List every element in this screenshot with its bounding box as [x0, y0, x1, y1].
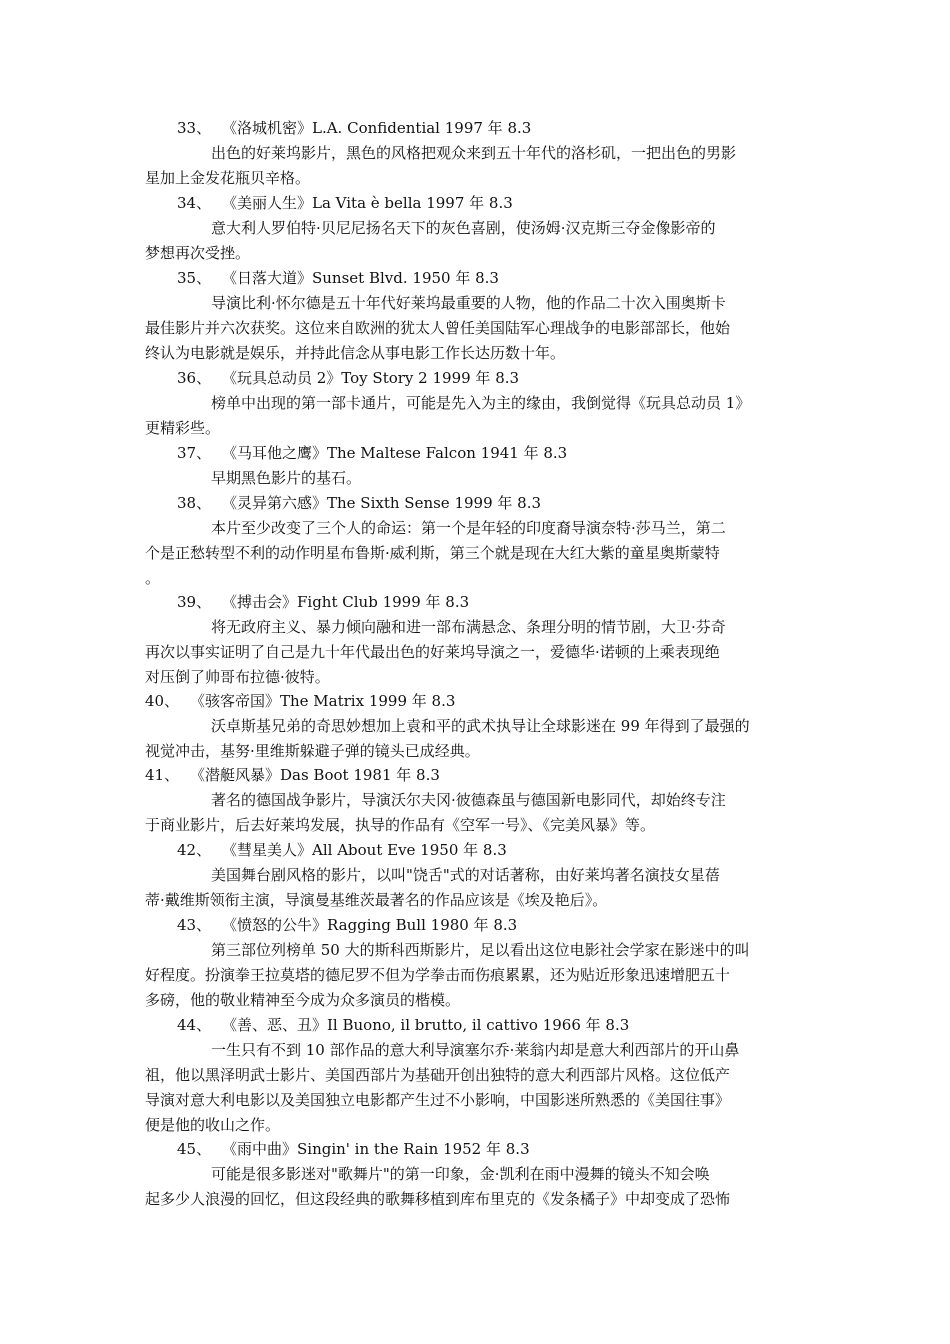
entry-heading: [145, 689, 805, 714]
entry-text-line: 出色的好莱坞影片，黑色的风格把观众来到五十年代的洛杉矶，一把出色的男影: [211, 144, 737, 162]
entry-text-line: 便是他的收山之作。: [145, 1116, 281, 1134]
entry-heading: [145, 366, 805, 391]
entry-text-line: 起多少人浪漫的回忆，但这段经典的歌舞移植到库布里克的《发条橘子》中却变成了恐怖: [145, 1190, 731, 1208]
entry-text-line: 可能是很多影迷对"歌舞片"的第一印象，金·凯利在雨中漫舞的镜头不知会唤: [211, 1165, 710, 1183]
entry-text-line: 早期黑色影片的基石。: [211, 469, 362, 487]
film-entry-38: [145, 491, 805, 591]
entry-text-line: 导演对意大利电影以及美国独立电影都产生过不小影响，中国影迷所熟悉的《美国往事》: [145, 1091, 731, 1109]
entry-text-line: 本片至少改变了三个人的命运：第一个是年轻的印度裔导演奈特·莎马兰，第二: [211, 519, 726, 537]
film-entry-42: [145, 838, 805, 913]
entry-text-line: 。: [145, 569, 161, 587]
entry-text-line: 终认为电影就是娱乐，并持此信念从事电影工作长达历数十年。: [145, 344, 566, 362]
entry-number: 42、: [177, 841, 212, 859]
entry-text-line: 著名的德国战争影片，导演沃尔夫冈·彼德森虽与德国新电影同代，却始终专注: [211, 791, 726, 809]
entry-number: 40、: [145, 692, 180, 710]
entry-title: 《马耳他之鹰》The Maltese Falcon 1941 年 8.3: [222, 444, 568, 462]
entry-heading: [145, 838, 805, 863]
entry-heading: [145, 266, 805, 291]
entry-text-line: 个是正愁转型不利的动作明星布鲁斯·威利斯，第三个就是现在大红大紫的童星奥斯蒙特: [145, 544, 720, 562]
film-entry-34: [145, 191, 805, 266]
entry-text-line: 将无政府主义、暴力倾向融和进一部布满悬念、条理分明的情节剧，大卫·芬奇: [211, 618, 726, 636]
entry-number: 34、: [177, 194, 212, 212]
entry-text-line: 导演比利·怀尔德是五十年代好莱坞最重要的人物，他的作品二十次入围奥斯卡: [211, 294, 726, 312]
entry-heading: [145, 1013, 805, 1038]
entry-heading: [145, 1137, 805, 1162]
entry-title: 《善、恶、丑》Il Buono, il brutto, il cattivo 1966 年 8.3: [222, 1016, 630, 1034]
entry-title: 《骇客帝国》The Matrix 1999 年 8.3: [190, 692, 456, 710]
entry-text-line: 更精彩些。: [145, 419, 221, 437]
entry-text-line: 视觉冲击，基努·里维斯躲避子弹的镜头已成经典。: [145, 742, 480, 760]
entry-text-line: 第三部位列榜单 50 大的斯科西斯影片，足以看出这位电影社会学家在影迷中的叫: [211, 941, 750, 959]
entry-text-line: 星加上金发花瓶贝辛格。: [145, 169, 311, 187]
entry-number: 43、: [177, 916, 212, 934]
entry-number: 35、: [177, 269, 212, 287]
entry-title: 《玩具总动员 2》Toy Story 2 1999 年 8.3: [222, 369, 520, 387]
entry-text-line: 对压倒了帅哥布拉德·彼特。: [145, 668, 330, 686]
entry-title: 《彗星美人》All About Eve 1950 年 8.3: [222, 841, 507, 859]
entry-text-line: 梦想再次受挫。: [145, 244, 251, 262]
entry-heading: [145, 913, 805, 938]
entry-heading: [145, 590, 805, 615]
film-entry-39: [145, 590, 805, 690]
film-entry-36: [145, 366, 805, 441]
entry-text-line: 美国舞台剧风格的影片，以叫"饶舌"式的对话著称，由好莱坞著名演技女星蓓: [211, 866, 720, 884]
entry-heading: [145, 763, 805, 788]
entry-heading: [145, 491, 805, 516]
entry-text-line: 沃卓斯基兄弟的奇思妙想加上袁和平的武术执导让全球影迷在 99 年得到了最强的: [211, 717, 750, 735]
entry-text-line: 多磅，他的敬业精神至今成为众多演员的楷模。: [145, 991, 461, 1009]
entry-text-line: 榜单中出现的第一部卡通片，可能是先入为主的缘由，我倒觉得《玩具总动员 1》: [211, 394, 751, 412]
entry-text-line: 意大利人罗伯特·贝尼尼扬名天下的灰色喜剧，使汤姆·汉克斯三夺金像影帝的: [211, 219, 716, 237]
film-entry-43: [145, 913, 805, 1013]
entry-number: 41、: [145, 766, 180, 784]
entry-text-line: 蒂·戴维斯领衔主演，导演曼基维茨最著名的作品应该是《埃及艳后》。: [145, 891, 608, 909]
entry-title: 《洛城机密》L.A. Confidential 1997 年 8.3: [222, 119, 532, 137]
entry-title: 《雨中曲》Singin' in the Rain 1952 年 8.3: [222, 1140, 530, 1158]
film-entry-37: [145, 441, 805, 491]
entry-heading: [145, 191, 805, 216]
entry-number: 45、: [177, 1140, 212, 1158]
entry-title: 《日落大道》Sunset Blvd. 1950 年 8.3: [222, 269, 499, 287]
entry-title: 《愤怒的公牛》Ragging Bull 1980 年 8.3: [222, 916, 518, 934]
film-entry-41: [145, 763, 805, 838]
entry-title: 《搏击会》Fight Club 1999 年 8.3: [222, 593, 470, 611]
entry-title: 《美丽人生》La Vita è bella 1997 年 8.3: [222, 194, 513, 212]
film-entry-33: [145, 116, 805, 191]
entry-number: 39、: [177, 593, 212, 611]
entry-heading: [145, 116, 805, 141]
film-entry-45: [145, 1137, 805, 1212]
film-entry-44: [145, 1013, 805, 1138]
entry-text-line: 于商业影片，后去好莱坞发展，执导的作品有《空军一号》、《完美风暴》等。: [145, 816, 656, 834]
entry-title: 《潜艇风暴》Das Boot 1981 年 8.3: [190, 766, 440, 784]
entry-text-line: 最佳影片并六次获奖。这位来自欧洲的犹太人曾任美国陆军心理战争的电影部部长，他始: [145, 319, 731, 337]
entry-number: 38、: [177, 494, 212, 512]
film-entry-35: [145, 266, 805, 366]
entry-text-line: 再次以事实证明了自己是九十年代最出色的好莱坞导演之一，爱德华·诺顿的上乘表现绝: [145, 643, 720, 661]
entry-heading: [145, 441, 805, 466]
entry-number: 44、: [177, 1016, 212, 1034]
entry-text-line: 一生只有不到 10 部作品的意大利导演塞尔乔·莱翁内却是意大利西部片的开山鼻: [211, 1041, 740, 1059]
entry-text-line: 好程度。扮演拳王拉莫塔的德尼罗不但为学拳击而伤痕累累，还为贴近形象迅速增肥五十: [145, 966, 731, 984]
entry-text-line: 祖，他以黑泽明武士影片、美国西部片为基础开创出独特的意大利西部片风格。这位低产: [145, 1066, 731, 1084]
film-entry-40: [145, 689, 805, 764]
entry-number: 36、: [177, 369, 212, 387]
entry-title: 《灵异第六感》The Sixth Sense 1999 年 8.3: [222, 494, 542, 512]
entry-number: 37、: [177, 444, 212, 462]
entry-number: 33、: [177, 119, 212, 137]
